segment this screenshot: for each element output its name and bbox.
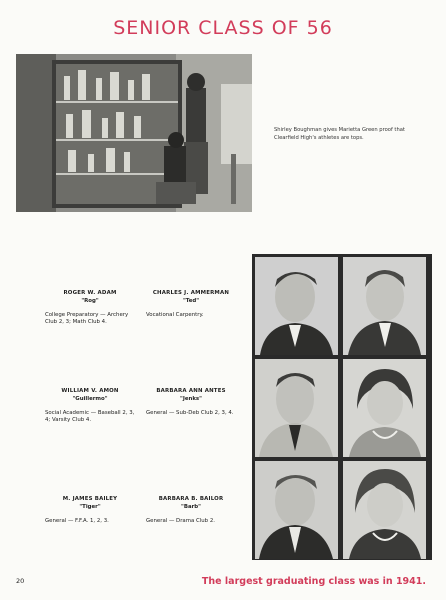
- senior-entry-bailor: [146, 496, 236, 525]
- senior-nickname: "Ted": [182, 297, 200, 304]
- portrait-bailey: [255, 461, 338, 559]
- senior-entry-adam: [45, 290, 135, 327]
- senior-name: CHARLES J. AMMERMAN: [152, 290, 230, 296]
- senior-name: M. JAMES BAILEY: [62, 496, 118, 502]
- trophy-case-illustration: [16, 54, 252, 212]
- portrait-bailor: [343, 461, 426, 559]
- portrait-amon: [255, 359, 338, 457]
- senior-name: WILLIAM V. AMON: [61, 388, 119, 394]
- senior-nickname: "Barb": [181, 503, 201, 510]
- senior-name: ROGER W. ADAM: [63, 290, 117, 296]
- senior-name: BARBARA B. BAILOR: [158, 496, 224, 502]
- senior-nickname: "Jenks": [180, 395, 202, 402]
- senior-entry-amon: [45, 388, 135, 425]
- senior-nickname: "Rog": [81, 297, 99, 304]
- trophy-case-photo: [16, 54, 252, 212]
- senior-activities: College Preparatory — Archery Club 2, 3; Math Club 4.: [45, 311, 129, 326]
- senior-name: BARBARA ANN ANTES: [156, 388, 226, 394]
- senior-entry-antes: [146, 388, 236, 417]
- portrait-ammerman: [343, 257, 426, 355]
- senior-activities: Vocational Carpentry.: [146, 311, 204, 318]
- senior-activities: General — Drama Club 2.: [146, 517, 215, 524]
- senior-activities: General — F.F.A. 1, 2, 3.: [45, 517, 109, 524]
- senior-activities: General — Sub-Deb Club 2, 3, 4.: [146, 409, 234, 416]
- senior-nickname: "Guillermo": [72, 395, 108, 402]
- senior-entry-ammerman: [146, 290, 236, 319]
- page-number: 20: [16, 577, 25, 585]
- page-title: SENIOR CLASS OF 56: [113, 17, 333, 39]
- photo-caption: Shirley Boughman gives Marietta Green proof that Clearfield High's athletes are tops.: [274, 127, 405, 141]
- senior-activities: Social Academic — Baseball 2, 3, 4; Varsity Club 4.: [45, 409, 135, 424]
- portrait-adam: [255, 257, 338, 355]
- senior-nickname: "Tiger": [79, 503, 101, 510]
- portrait-antes: [343, 359, 426, 457]
- senior-entry-bailey: [45, 496, 135, 525]
- footer-fact: The largest graduating class was in 1941.: [201, 576, 426, 587]
- portrait-grid: [252, 254, 432, 560]
